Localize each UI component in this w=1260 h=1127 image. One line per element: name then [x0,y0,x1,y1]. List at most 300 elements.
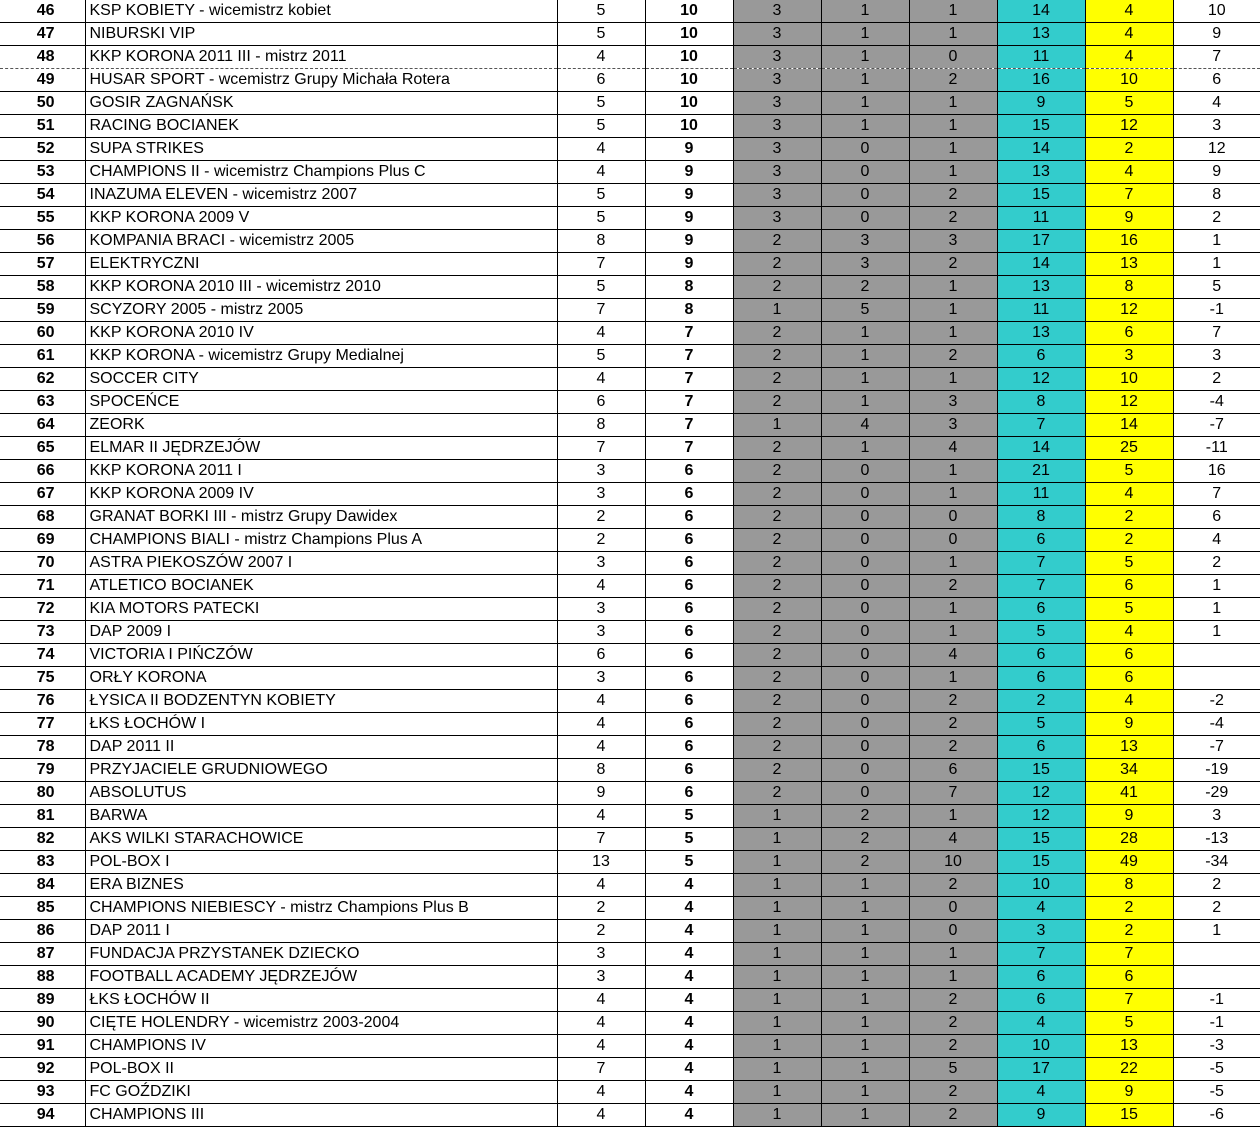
goal-difference-cell[interactable]: 2 [1173,897,1260,920]
rank-cell[interactable]: 91 [0,1035,85,1058]
team-name-cell[interactable]: CHAMPIONS II - wicemistrz Champions Plus C [85,161,557,184]
goals-against-cell[interactable]: 4 [1085,46,1173,69]
goals-for-cell[interactable]: 8 [997,506,1085,529]
table-row[interactable] [0,207,1260,230]
table-row[interactable] [0,414,1260,437]
rank-cell[interactable]: 56 [0,230,85,253]
draws-cell[interactable]: 0 [821,184,909,207]
matches-played-cell[interactable]: 5 [557,0,645,23]
losses-cell[interactable]: 0 [909,897,997,920]
matches-played-cell[interactable]: 6 [557,644,645,667]
goals-for-cell[interactable]: 15 [997,184,1085,207]
rank-cell[interactable]: 85 [0,897,85,920]
goal-difference-cell[interactable]: -3 [1173,1035,1260,1058]
rank-cell[interactable]: 76 [0,690,85,713]
goals-for-cell[interactable]: 10 [997,1035,1085,1058]
table-row[interactable] [0,253,1260,276]
rank-cell[interactable]: 47 [0,23,85,46]
goal-difference-cell[interactable]: 16 [1173,460,1260,483]
losses-cell[interactable]: 4 [909,828,997,851]
goal-difference-cell[interactable]: -4 [1173,713,1260,736]
team-name-cell[interactable]: ŁYSICA II BODZENTYN KOBIETY [85,690,557,713]
goal-difference-cell[interactable]: 3 [1173,805,1260,828]
goals-for-cell[interactable]: 16 [997,69,1085,92]
goal-difference-cell[interactable]: -4 [1173,391,1260,414]
rank-cell[interactable]: 65 [0,437,85,460]
losses-cell[interactable]: 10 [909,851,997,874]
rank-cell[interactable]: 74 [0,644,85,667]
goals-against-cell[interactable]: 12 [1085,115,1173,138]
goals-for-cell[interactable]: 15 [997,115,1085,138]
points-cell[interactable]: 7 [645,391,733,414]
goal-difference-cell[interactable]: 2 [1173,552,1260,575]
goal-difference-cell[interactable]: 9 [1173,23,1260,46]
draws-cell[interactable]: 0 [821,598,909,621]
goals-for-cell[interactable]: 14 [997,138,1085,161]
table-row[interactable] [0,529,1260,552]
goals-against-cell[interactable]: 6 [1085,644,1173,667]
losses-cell[interactable]: 1 [909,0,997,23]
wins-cell[interactable]: 2 [733,391,821,414]
goals-against-cell[interactable]: 4 [1085,621,1173,644]
matches-played-cell[interactable]: 4 [557,46,645,69]
table-row[interactable] [0,989,1260,1012]
matches-played-cell[interactable]: 5 [557,276,645,299]
team-name-cell[interactable]: FOOTBALL ACADEMY JĘDRZEJÓW [85,966,557,989]
losses-cell[interactable]: 2 [909,989,997,1012]
matches-played-cell[interactable]: 5 [557,115,645,138]
wins-cell[interactable]: 2 [733,322,821,345]
goals-for-cell[interactable]: 7 [997,552,1085,575]
matches-played-cell[interactable]: 3 [557,460,645,483]
goals-against-cell[interactable]: 9 [1085,713,1173,736]
losses-cell[interactable]: 5 [909,1058,997,1081]
losses-cell[interactable]: 1 [909,138,997,161]
rank-cell[interactable]: 59 [0,299,85,322]
table-row[interactable] [0,69,1260,92]
team-name-cell[interactable]: DAP 2011 I [85,920,557,943]
goals-for-cell[interactable]: 6 [997,667,1085,690]
team-name-cell[interactable]: SPOCEŃCE [85,391,557,414]
wins-cell[interactable]: 2 [733,759,821,782]
goals-against-cell[interactable]: 4 [1085,161,1173,184]
team-name-cell[interactable]: ELEKTRYCZNI [85,253,557,276]
goals-against-cell[interactable]: 13 [1085,253,1173,276]
wins-cell[interactable]: 2 [733,368,821,391]
table-row[interactable] [0,874,1260,897]
points-cell[interactable]: 9 [645,207,733,230]
wins-cell[interactable]: 3 [733,69,821,92]
goals-against-cell[interactable]: 13 [1085,1035,1173,1058]
goal-difference-cell[interactable]: -1 [1173,989,1260,1012]
table-row[interactable] [0,897,1260,920]
team-name-cell[interactable]: GOSIR ZAGNAŃSK [85,92,557,115]
table-row[interactable] [0,575,1260,598]
points-cell[interactable]: 7 [645,437,733,460]
wins-cell[interactable]: 1 [733,1035,821,1058]
points-cell[interactable]: 7 [645,345,733,368]
goals-for-cell[interactable]: 6 [997,644,1085,667]
matches-played-cell[interactable]: 4 [557,690,645,713]
matches-played-cell[interactable]: 3 [557,552,645,575]
goals-for-cell[interactable]: 2 [997,690,1085,713]
matches-played-cell[interactable]: 4 [557,805,645,828]
matches-played-cell[interactable]: 6 [557,391,645,414]
goal-difference-cell[interactable]: 9 [1173,161,1260,184]
goals-for-cell[interactable]: 6 [997,345,1085,368]
team-name-cell[interactable]: ORŁY KORONA [85,667,557,690]
goal-difference-cell[interactable]: -1 [1173,1012,1260,1035]
goals-for-cell[interactable]: 12 [997,782,1085,805]
wins-cell[interactable]: 2 [733,276,821,299]
losses-cell[interactable]: 2 [909,184,997,207]
matches-played-cell[interactable]: 8 [557,414,645,437]
goal-difference-cell[interactable]: -11 [1173,437,1260,460]
wins-cell[interactable]: 3 [733,161,821,184]
team-name-cell[interactable]: HUSAR SPORT - wcemistrz Grupy Michała Rotera [85,69,557,92]
points-cell[interactable]: 8 [645,299,733,322]
matches-played-cell[interactable]: 4 [557,1081,645,1104]
rank-cell[interactable]: 87 [0,943,85,966]
draws-cell[interactable]: 1 [821,46,909,69]
matches-played-cell[interactable]: 4 [557,713,645,736]
draws-cell[interactable]: 0 [821,667,909,690]
wins-cell[interactable]: 3 [733,23,821,46]
goals-against-cell[interactable]: 25 [1085,437,1173,460]
points-cell[interactable]: 9 [645,253,733,276]
team-name-cell[interactable]: SUPA STRIKES [85,138,557,161]
team-name-cell[interactable]: CIĘTE HOLENDRY - wicemistrz 2003-2004 [85,1012,557,1035]
points-cell[interactable]: 4 [645,966,733,989]
goals-against-cell[interactable]: 4 [1085,23,1173,46]
matches-played-cell[interactable]: 5 [557,345,645,368]
points-cell[interactable]: 4 [645,897,733,920]
matches-played-cell[interactable]: 4 [557,161,645,184]
matches-played-cell[interactable]: 5 [557,92,645,115]
team-name-cell[interactable]: BARWA [85,805,557,828]
goal-difference-cell[interactable]: 7 [1173,322,1260,345]
matches-played-cell[interactable]: 8 [557,230,645,253]
table-row[interactable] [0,552,1260,575]
table-row[interactable] [0,598,1260,621]
goals-against-cell[interactable]: 5 [1085,598,1173,621]
goal-difference-cell[interactable]: 10 [1173,0,1260,23]
wins-cell[interactable]: 1 [733,851,821,874]
team-name-cell[interactable]: KOMPANIA BRACI - wicemistrz 2005 [85,230,557,253]
goals-against-cell[interactable]: 41 [1085,782,1173,805]
table-row[interactable] [0,1035,1260,1058]
matches-played-cell[interactable]: 4 [557,575,645,598]
table-row[interactable] [0,345,1260,368]
rank-cell[interactable]: 73 [0,621,85,644]
team-name-cell[interactable]: KKP KORONA 2011 III - mistrz 2011 [85,46,557,69]
table-row[interactable] [0,759,1260,782]
draws-cell[interactable]: 1 [821,920,909,943]
goal-difference-cell[interactable]: -2 [1173,690,1260,713]
draws-cell[interactable]: 5 [821,299,909,322]
points-cell[interactable]: 10 [645,69,733,92]
goal-difference-cell[interactable]: 12 [1173,138,1260,161]
matches-played-cell[interactable]: 13 [557,851,645,874]
points-cell[interactable]: 7 [645,414,733,437]
points-cell[interactable]: 4 [645,1012,733,1035]
matches-played-cell[interactable]: 4 [557,138,645,161]
goal-difference-cell[interactable]: 1 [1173,920,1260,943]
team-name-cell[interactable]: CHAMPIONS IV [85,1035,557,1058]
goal-difference-cell[interactable]: -6 [1173,1104,1260,1127]
goals-for-cell[interactable]: 3 [997,920,1085,943]
wins-cell[interactable]: 1 [733,828,821,851]
draws-cell[interactable]: 1 [821,989,909,1012]
draws-cell[interactable]: 1 [821,897,909,920]
team-name-cell[interactable]: ZEORK [85,414,557,437]
goals-for-cell[interactable]: 9 [997,1104,1085,1127]
goals-against-cell[interactable]: 5 [1085,552,1173,575]
losses-cell[interactable]: 0 [909,46,997,69]
goal-difference-cell[interactable] [1173,943,1260,966]
points-cell[interactable]: 6 [645,782,733,805]
goals-for-cell[interactable]: 12 [997,805,1085,828]
rank-cell[interactable]: 77 [0,713,85,736]
goals-against-cell[interactable]: 10 [1085,69,1173,92]
rank-cell[interactable]: 75 [0,667,85,690]
matches-played-cell[interactable]: 4 [557,989,645,1012]
goals-against-cell[interactable]: 5 [1085,92,1173,115]
goal-difference-cell[interactable]: 4 [1173,529,1260,552]
team-name-cell[interactable]: FC GOŹDZIKI [85,1081,557,1104]
goals-for-cell[interactable]: 15 [997,759,1085,782]
goals-against-cell[interactable]: 4 [1085,690,1173,713]
matches-played-cell[interactable]: 5 [557,23,645,46]
rank-cell[interactable]: 72 [0,598,85,621]
goals-against-cell[interactable]: 15 [1085,1104,1173,1127]
table-row[interactable] [0,184,1260,207]
points-cell[interactable]: 4 [645,943,733,966]
matches-played-cell[interactable]: 7 [557,828,645,851]
goals-against-cell[interactable]: 14 [1085,414,1173,437]
rank-cell[interactable]: 89 [0,989,85,1012]
losses-cell[interactable]: 1 [909,299,997,322]
wins-cell[interactable]: 1 [733,1081,821,1104]
draws-cell[interactable]: 1 [821,92,909,115]
losses-cell[interactable]: 1 [909,805,997,828]
losses-cell[interactable]: 1 [909,483,997,506]
points-cell[interactable]: 6 [645,598,733,621]
wins-cell[interactable]: 3 [733,0,821,23]
goals-against-cell[interactable]: 7 [1085,989,1173,1012]
goals-for-cell[interactable]: 8 [997,391,1085,414]
draws-cell[interactable]: 3 [821,230,909,253]
matches-played-cell[interactable]: 5 [557,207,645,230]
team-name-cell[interactable]: ERA BIZNES [85,874,557,897]
points-cell[interactable]: 6 [645,460,733,483]
points-cell[interactable]: 4 [645,920,733,943]
table-row[interactable] [0,299,1260,322]
wins-cell[interactable]: 1 [733,1012,821,1035]
goals-for-cell[interactable]: 6 [997,989,1085,1012]
goal-difference-cell[interactable]: 5 [1173,276,1260,299]
points-cell[interactable]: 9 [645,230,733,253]
rank-cell[interactable]: 61 [0,345,85,368]
wins-cell[interactable]: 2 [733,621,821,644]
points-cell[interactable]: 10 [645,0,733,23]
draws-cell[interactable]: 1 [821,0,909,23]
losses-cell[interactable]: 4 [909,437,997,460]
rank-cell[interactable]: 58 [0,276,85,299]
draws-cell[interactable]: 1 [821,69,909,92]
team-name-cell[interactable]: VICTORIA I PIŃCZÓW [85,644,557,667]
goals-against-cell[interactable]: 28 [1085,828,1173,851]
wins-cell[interactable]: 2 [733,575,821,598]
points-cell[interactable]: 4 [645,1035,733,1058]
draws-cell[interactable]: 1 [821,345,909,368]
rank-cell[interactable]: 64 [0,414,85,437]
matches-played-cell[interactable]: 5 [557,184,645,207]
table-row[interactable] [0,644,1260,667]
goals-against-cell[interactable]: 7 [1085,184,1173,207]
rank-cell[interactable]: 78 [0,736,85,759]
losses-cell[interactable]: 3 [909,414,997,437]
losses-cell[interactable]: 2 [909,1081,997,1104]
goals-for-cell[interactable]: 5 [997,621,1085,644]
losses-cell[interactable]: 1 [909,322,997,345]
draws-cell[interactable]: 0 [821,575,909,598]
goal-difference-cell[interactable]: 7 [1173,46,1260,69]
wins-cell[interactable]: 1 [733,966,821,989]
goals-against-cell[interactable]: 2 [1085,897,1173,920]
goals-against-cell[interactable]: 9 [1085,805,1173,828]
rank-cell[interactable]: 57 [0,253,85,276]
points-cell[interactable]: 7 [645,322,733,345]
team-name-cell[interactable]: DAP 2009 I [85,621,557,644]
rank-cell[interactable]: 83 [0,851,85,874]
rank-cell[interactable]: 88 [0,966,85,989]
rank-cell[interactable]: 94 [0,1104,85,1127]
goals-for-cell[interactable]: 12 [997,368,1085,391]
wins-cell[interactable]: 1 [733,943,821,966]
goals-for-cell[interactable]: 13 [997,276,1085,299]
matches-played-cell[interactable]: 2 [557,529,645,552]
draws-cell[interactable]: 1 [821,23,909,46]
goals-for-cell[interactable]: 6 [997,529,1085,552]
draws-cell[interactable]: 1 [821,1035,909,1058]
matches-played-cell[interactable]: 3 [557,621,645,644]
goals-for-cell[interactable]: 4 [997,897,1085,920]
matches-played-cell[interactable]: 7 [557,299,645,322]
points-cell[interactable]: 6 [645,644,733,667]
goals-for-cell[interactable]: 14 [997,437,1085,460]
goals-for-cell[interactable]: 7 [997,414,1085,437]
losses-cell[interactable]: 2 [909,207,997,230]
matches-played-cell[interactable]: 2 [557,897,645,920]
goals-for-cell[interactable]: 15 [997,828,1085,851]
team-name-cell[interactable]: KKP KORONA 2010 III - wicemistrz 2010 [85,276,557,299]
goals-against-cell[interactable]: 16 [1085,230,1173,253]
losses-cell[interactable]: 1 [909,161,997,184]
goals-against-cell[interactable]: 10 [1085,368,1173,391]
matches-played-cell[interactable]: 2 [557,920,645,943]
losses-cell[interactable]: 1 [909,552,997,575]
points-cell[interactable]: 6 [645,552,733,575]
losses-cell[interactable]: 1 [909,667,997,690]
losses-cell[interactable]: 2 [909,1035,997,1058]
losses-cell[interactable]: 1 [909,23,997,46]
matches-played-cell[interactable]: 8 [557,759,645,782]
goal-difference-cell[interactable]: 6 [1173,69,1260,92]
goals-for-cell[interactable]: 11 [997,46,1085,69]
team-name-cell[interactable]: POL-BOX I [85,851,557,874]
losses-cell[interactable]: 1 [909,368,997,391]
goals-for-cell[interactable]: 7 [997,575,1085,598]
table-row[interactable] [0,483,1260,506]
goals-for-cell[interactable]: 4 [997,1081,1085,1104]
team-name-cell[interactable]: ASTRA PIEKOSZÓW 2007 I [85,552,557,575]
losses-cell[interactable]: 7 [909,782,997,805]
losses-cell[interactable]: 1 [909,598,997,621]
table-row[interactable] [0,368,1260,391]
goal-difference-cell[interactable]: 1 [1173,598,1260,621]
goals-against-cell[interactable]: 8 [1085,874,1173,897]
goal-difference-cell[interactable]: -7 [1173,414,1260,437]
table-row[interactable] [0,391,1260,414]
goals-against-cell[interactable]: 6 [1085,322,1173,345]
team-name-cell[interactable]: KIA MOTORS PATECKI [85,598,557,621]
team-name-cell[interactable]: INAZUMA ELEVEN - wicemistrz 2007 [85,184,557,207]
wins-cell[interactable]: 2 [733,529,821,552]
rank-cell[interactable]: 66 [0,460,85,483]
points-cell[interactable]: 10 [645,23,733,46]
team-name-cell[interactable]: CHAMPIONS III [85,1104,557,1127]
points-cell[interactable]: 6 [645,713,733,736]
table-row[interactable] [0,782,1260,805]
goal-difference-cell[interactable]: -13 [1173,828,1260,851]
goal-difference-cell[interactable]: 4 [1173,92,1260,115]
goal-difference-cell[interactable]: -5 [1173,1058,1260,1081]
losses-cell[interactable]: 2 [909,713,997,736]
rank-cell[interactable]: 52 [0,138,85,161]
losses-cell[interactable]: 0 [909,920,997,943]
losses-cell[interactable]: 3 [909,230,997,253]
matches-played-cell[interactable]: 4 [557,322,645,345]
rank-cell[interactable]: 50 [0,92,85,115]
matches-played-cell[interactable]: 4 [557,1104,645,1127]
table-row[interactable] [0,115,1260,138]
wins-cell[interactable]: 3 [733,92,821,115]
goal-difference-cell[interactable]: 7 [1173,483,1260,506]
losses-cell[interactable]: 3 [909,391,997,414]
rank-cell[interactable]: 71 [0,575,85,598]
goals-against-cell[interactable]: 7 [1085,943,1173,966]
table-row[interactable] [0,1081,1260,1104]
wins-cell[interactable]: 2 [733,506,821,529]
goals-for-cell[interactable]: 6 [997,598,1085,621]
table-row[interactable] [0,276,1260,299]
team-name-cell[interactable]: ŁKS ŁOCHÓW II [85,989,557,1012]
table-row[interactable] [0,1058,1260,1081]
draws-cell[interactable]: 0 [821,713,909,736]
goals-against-cell[interactable]: 5 [1085,1012,1173,1035]
draws-cell[interactable]: 0 [821,736,909,759]
points-cell[interactable]: 6 [645,529,733,552]
goal-difference-cell[interactable]: 2 [1173,207,1260,230]
losses-cell[interactable]: 4 [909,644,997,667]
wins-cell[interactable]: 1 [733,920,821,943]
rank-cell[interactable]: 51 [0,115,85,138]
matches-played-cell[interactable]: 6 [557,69,645,92]
team-name-cell[interactable]: POL-BOX II [85,1058,557,1081]
draws-cell[interactable]: 3 [821,253,909,276]
table-row[interactable] [0,92,1260,115]
